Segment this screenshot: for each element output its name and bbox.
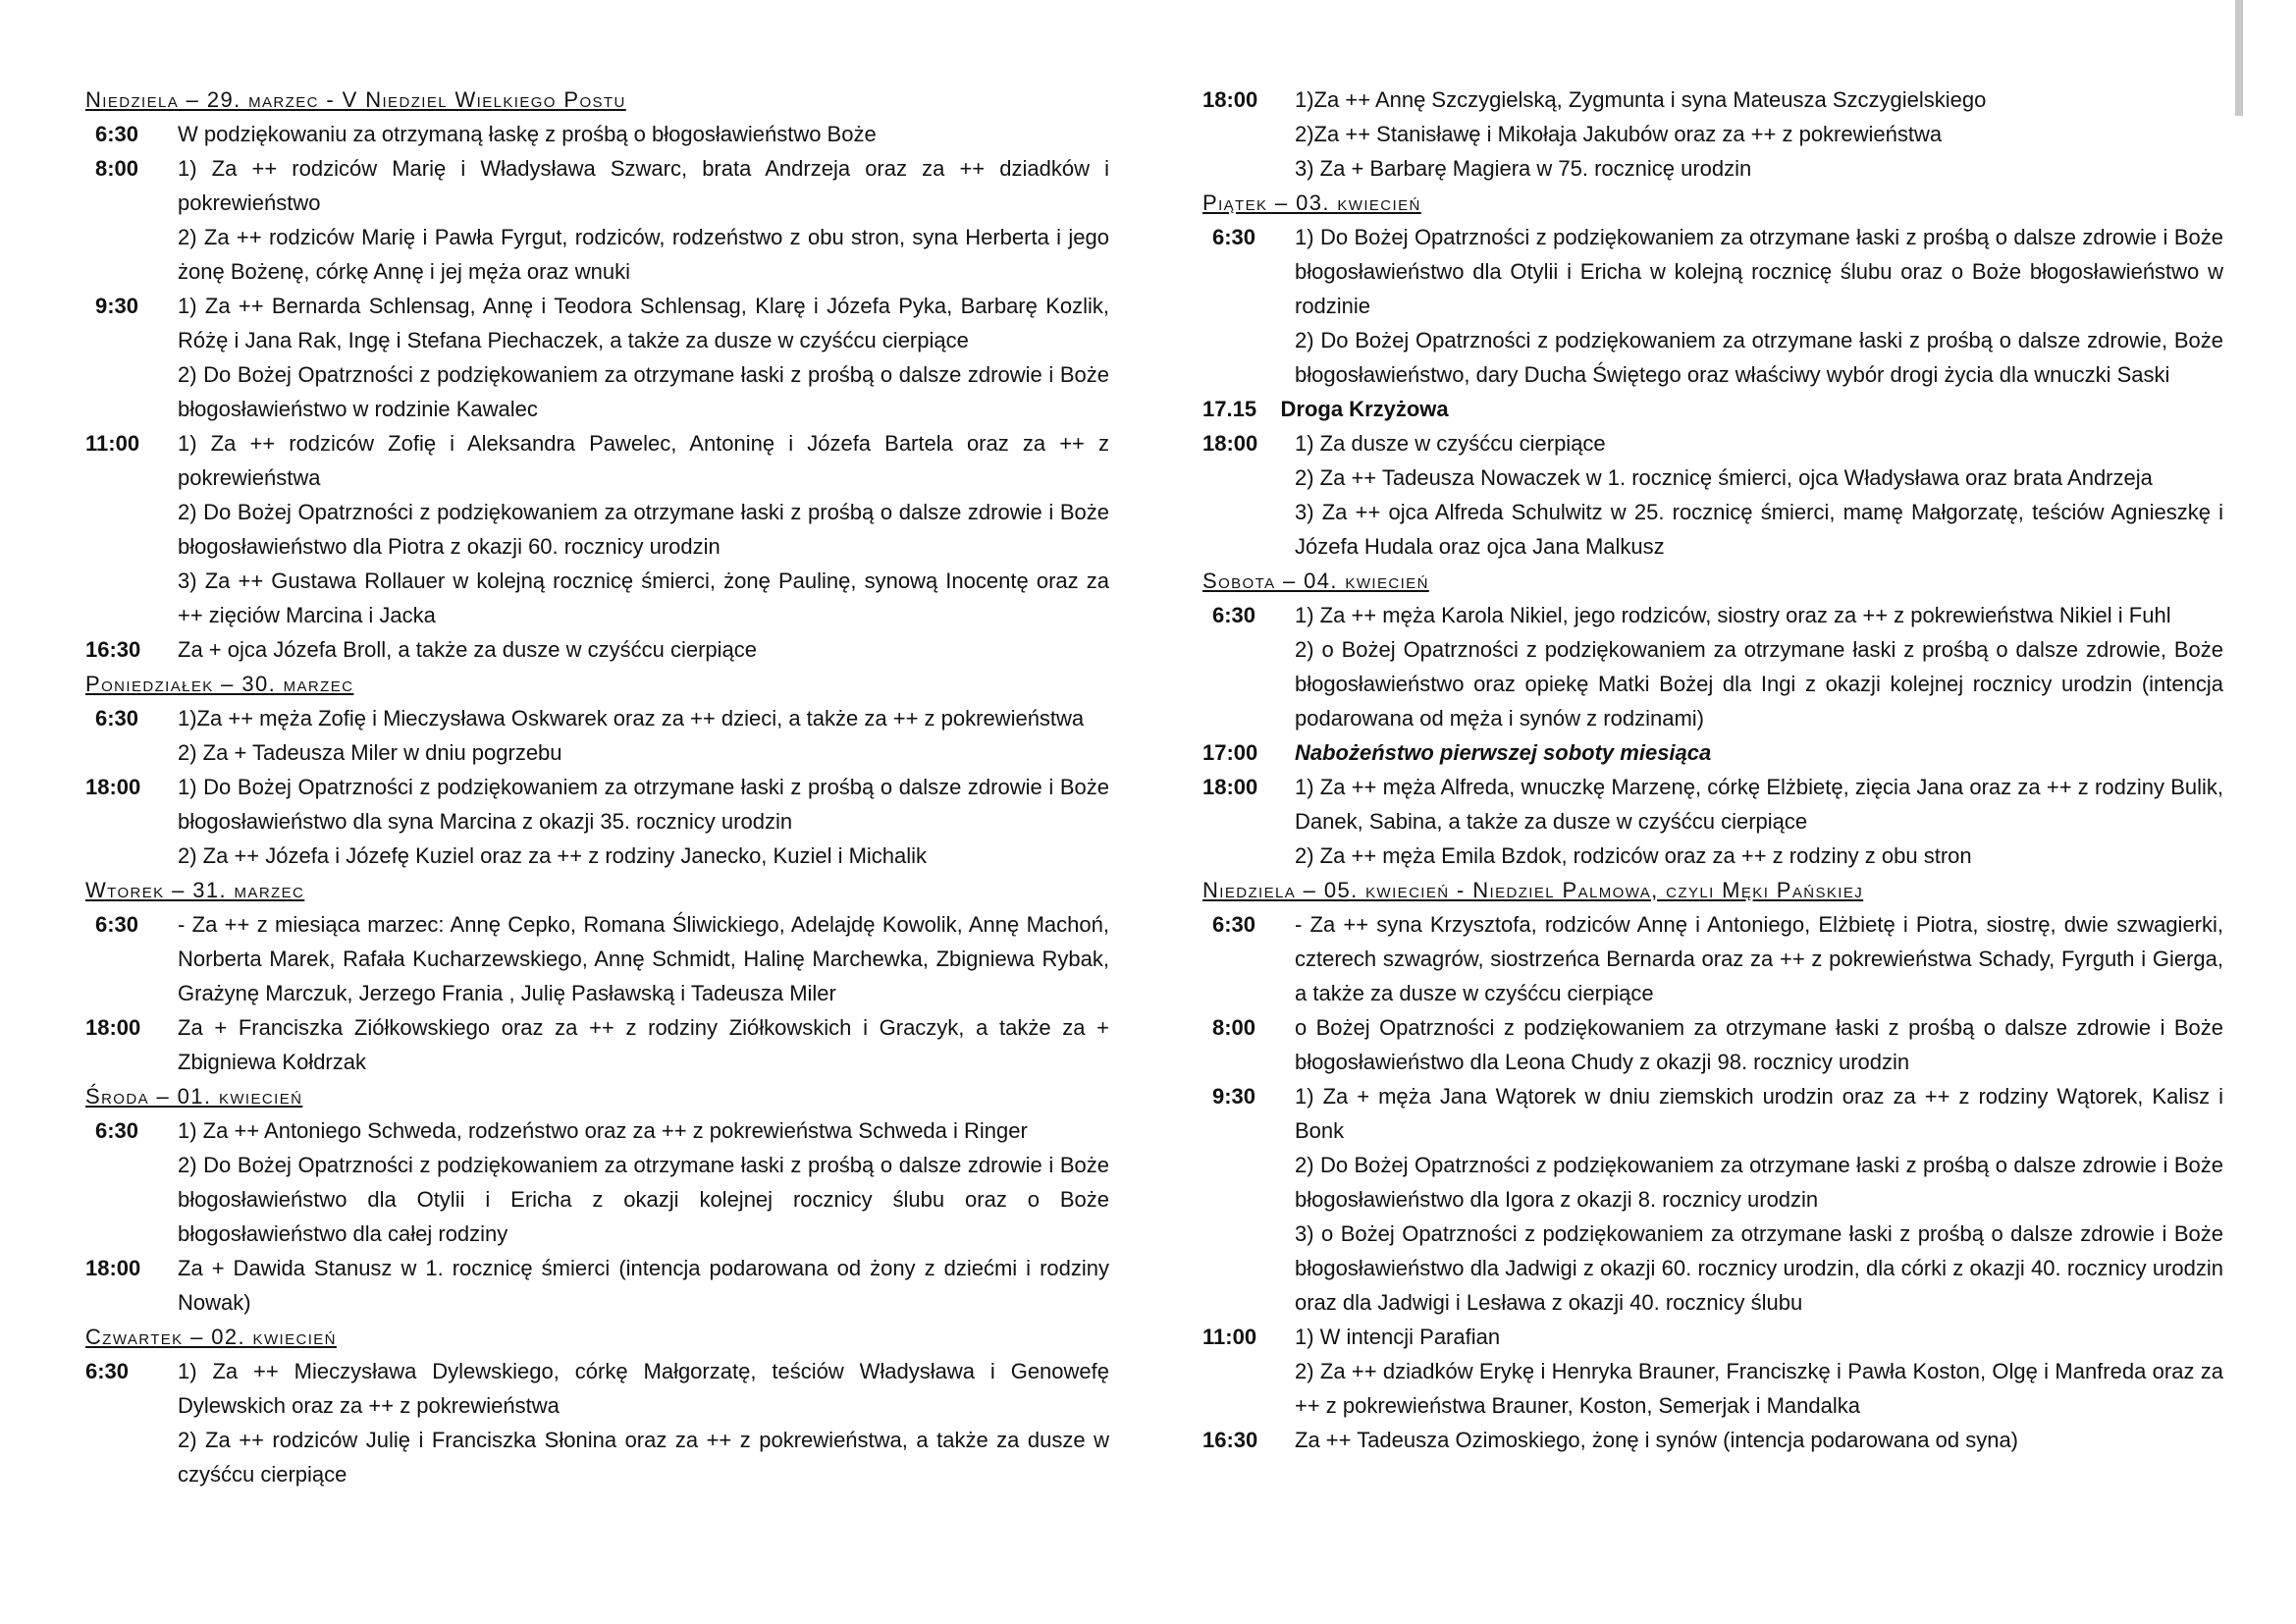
mass-entry (85, 701, 1109, 770)
intention-text: Za + ojca Józefa Broll, a także za dusze w czyśćcu cierpiące (178, 637, 757, 662)
mass-time: 16:30 (85, 637, 141, 662)
mass-entry (1202, 82, 2223, 186)
mass-time: 6:30 (85, 1359, 130, 1383)
intention-text: Za + Franciszka Ziółkowskiego oraz za ++ z rodziny Ziółkowskich i Graczyk, a także za + Zbigniewa Kołdrzak (178, 1015, 1109, 1074)
scrollbar[interactable] (2235, 0, 2243, 116)
intention-text: 1) Do Bożej Opatrzności z podziękowaniem za otrzymane łaski z prośbą o dalsze zdrowie i Boże błogosławieństwo dla syna Marcina z okazji 35. rocznicy urodzin (178, 775, 1109, 834)
mass-entry (1202, 1010, 2223, 1079)
intention-text: 1) W intencji Parafian (1295, 1325, 1501, 1349)
mass-entry (85, 151, 1109, 289)
mass-entry (85, 1251, 1109, 1320)
intention-text: 1) Za + męża Jana Wątorek w dniu ziemskich urodzin oraz za ++ z rodziny Wątorek, Kalisz i Bonk (1295, 1084, 2223, 1143)
mass-time: 18:00 (85, 1256, 141, 1280)
mass-time: 16:30 (1202, 1428, 1258, 1452)
intention-text: 1) Za ++ męża Karola Nikiel, jego rodziców, siostry oraz za ++ z pokrewieństwa Nikiel i Fuhl (1295, 603, 2171, 627)
mass-time: 18:00 (1202, 775, 1258, 799)
intention-text: Za + Dawida Stanusz w 1. rocznicę śmierci (intencja podarowana od żony z dziećmi i rodziny Nowak) (178, 1256, 1109, 1315)
left-column (85, 82, 1109, 1491)
day-heading: Środa – 01. kwiecień (85, 1084, 303, 1109)
intention-text: o Bożej Opatrzności z podziękowaniem za otrzymane łaski z prośbą o dalsze zdrowie i Boże błogosławieństwo dla Leona Chudy z okazji 98. rocznicy urodzin (1295, 1015, 2223, 1074)
day-heading: Poniedziałek – 30. marzec (85, 672, 354, 696)
intention-text: 3) Za + Barbarę Magiera w 75. rocznicę urodzin (1295, 156, 1752, 181)
intention-text: 1) Za ++ Bernarda Schlensag, Annę i Teodora Schlensag, Klarę i Józefa Pyka, Barbarę Kozlik, Różę i Jana Rak, Ingę i Stefana Piechaczek, a także za dusze w czyśćcu cierpiące (178, 294, 1109, 352)
intention-text: 1) Za ++ rodziców Marię i Władysława Szwarc, brata Andrzeja oraz za ++ dziadków i pokrewieństwo (178, 156, 1109, 215)
day-heading: Sobota – 04. kwiecień (1202, 568, 1429, 593)
mass-entry (1202, 1079, 2223, 1320)
intention-text: 2) Do Bożej Opatrzności z podziękowaniem za otrzymane łaski z prośbą o dalsze zdrowie i Boże błogosławieństwo dla Piotra z okazji 60. rocznicy urodzin (178, 500, 1109, 559)
mass-time: 6:30 (95, 1118, 139, 1143)
intention-text: - Za ++ syna Krzysztofa, rodziców Annę i Antoniego, Elżbietę i Piotra, siostrę, dwie szwagierki, czterech szwagrów, siostrzeńca Bernarda oraz za ++ z pokrewieństwa Schady, Fyrguth i Gierga, a także za dusze w czyśćcu cierpiące (1295, 912, 2223, 1005)
mass-entry (1202, 1423, 2223, 1457)
mass-entry (85, 1010, 1109, 1079)
intention-text: 2) Za ++ rodziców Marię i Pawła Fyrgut, rodziców, rodzeństwo z obu stron, syna Herberta i jego żonę Bożenę, córkę Annę i jej męża oraz wnuki (178, 225, 1109, 284)
intention-text: W podziękowaniu za otrzymaną łaskę z prośbą o błogosławieństwo Boże (178, 122, 877, 146)
day-heading: Wtorek – 31. marzec (85, 878, 305, 902)
intention-text: 3) Za ++ Gustawa Rollauer w kolejną rocznicę śmierci, żonę Paulinę, synową Inocentę oraz za ++ zięciów Marcina i Jacka (178, 568, 1109, 627)
mass-entry (85, 117, 1109, 151)
intention-text: 3) o Bożej Opatrzności z podziękowaniem za otrzymane łaski z prośbą o dalsze zdrowie i Boże błogosławieństwo dla Jadwigi z okazji 60. rocznicy urodzin, dla córki z okazji 40. rocznicy urodzin oraz dla Jadwigi i Lesława z okazji 40. rocznicy ślubu (1295, 1221, 2223, 1315)
intention-text: 2) Za ++ Józefa i Józefę Kuziel oraz za ++ z rodziny Janecko, Kuziel i Michalik (178, 843, 928, 868)
mass-time: 18:00 (1202, 431, 1258, 456)
mass-time: 9:30 (95, 294, 139, 318)
intention-text: 2) Do Bożej Opatrzności z podziękowaniem za otrzymane łaski z prośbą o dalsze zdrowie i Boże błogosławieństwo dla Otylii i Ericha z okazji kolejnej rocznicy ślubu oraz o Boże błogosławieństwo dla całej rodziny (178, 1153, 1109, 1246)
mass-entry (1202, 770, 2223, 873)
mass-entry (85, 289, 1109, 426)
intention-text: 1)Za ++ Annę Szczygielską, Zygmunta i syna Mateusza Szczygielskiego (1295, 87, 1987, 112)
intention-text: 2) Do Bożej Opatrzności z podziękowaniem za otrzymane łaski z prośbą o dalsze zdrowie i Boże błogosławieństwo dla Igora z okazji 8. rocznicy urodzin (1295, 1153, 2223, 1212)
mass-entry (85, 426, 1109, 632)
intention-text: 3) Za ++ ojca Alfreda Schulwitz w 25. rocznicę śmierci, mamę Małgorzatę, teściów Agnieszkę i Józefa Hudala oraz ojca Jana Malkusz (1295, 500, 2223, 559)
mass-entry (1202, 907, 2223, 1010)
mass-time: 8:00 (1212, 1015, 1256, 1040)
mass-time: 6:30 (1212, 225, 1256, 249)
intention-text: 1) Za ++ Antoniego Schweda, rodzeństwo oraz za ++ z pokrewieństwa Schweda i Ringer (178, 1118, 1028, 1143)
mass-time: 6:30 (1212, 603, 1256, 627)
day-heading: Niedziela – 29. marzec - V Niedziel Wielkiego Postu (85, 87, 626, 112)
mass-time: 8:00 (95, 156, 139, 181)
mass-entry (1202, 426, 2223, 564)
mass-time: 18:00 (85, 775, 141, 799)
mass-time: 6:30 (95, 706, 139, 731)
mass-entry (1202, 1320, 2223, 1423)
day-heading: Piątek – 03. kwiecień (1202, 190, 1421, 215)
intention-text: 2) Za ++ Tadeusza Nowaczek w 1. rocznicę śmierci, ojca Władysława oraz brata Andrzeja (1295, 465, 2153, 490)
intention-text: 2) o Bożej Opatrzności z podziękowaniem za otrzymane łaski z prośbą o dalsze zdrowie, Boże błogosławieństwo oraz opiekę Matki Bożej dla Ingi z okazji kolejnej rocznicy urodzin (intencja podarowana od męża i synów z rodzinami) (1295, 637, 2223, 731)
mass-time: 6:30 (95, 122, 139, 146)
intention-text: 2) Za ++ rodziców Julię i Franciszka Słonina oraz za ++ z pokrewieństwa, a także za dusze w czyśćcu cierpiące (178, 1428, 1109, 1487)
special-service: 17.15 Droga Krzyżowa (1202, 397, 1449, 421)
intention-text: 2) Do Bożej Opatrzności z podziękowaniem za otrzymane łaski z prośbą o dalsze zdrowie i Boże błogosławieństwo w rodzinie Kawalec (178, 362, 1109, 421)
intention-text: 1) Za dusze w czyśćcu cierpiące (1295, 431, 1606, 456)
mass-entry (85, 770, 1109, 873)
mass-entry (85, 1113, 1109, 1251)
right-column (1202, 82, 2223, 1457)
mass-time: 18:00 (1202, 87, 1258, 112)
mass-time: 6:30 (1212, 912, 1256, 937)
mass-entry (85, 907, 1109, 1010)
mass-time: 11:00 (85, 431, 140, 456)
mass-entry (1202, 735, 2223, 770)
mass-time: 11:00 (1202, 1325, 1257, 1349)
intention-text: 2) Za ++ dziadków Erykę i Henryka Brauner, Franciszkę i Pawła Koston, Olgę i Manfreda oraz za ++ z pokrewieństwa Brauner, Koston, Semerjak i Mandalka (1295, 1359, 2223, 1418)
intention-text: 2)Za ++ Stanisławę i Mikołaja Jakubów oraz za ++ z pokrewieństwa (1295, 122, 1943, 146)
mass-time: 9:30 (1212, 1084, 1256, 1109)
intention-text: Nabożeństwo pierwszej soboty miesiąca (1295, 740, 1712, 765)
intention-text: Za ++ Tadeusza Ozimoskiego, żonę i synów (intencja podarowana od syna) (1295, 1428, 2019, 1452)
mass-time: 6:30 (95, 912, 139, 937)
intention-text: 1) Do Bożej Opatrzności z podziękowaniem za otrzymane łaski z prośbą o dalsze zdrowie i Boże błogosławieństwo dla Otylii i Ericha w kolejną rocznicę ślubu oraz o Boże błogosławieństwo w rodzinie (1295, 225, 2223, 318)
intention-text: 1) Za ++ męża Alfreda, wnuczkę Marzenę, córkę Elżbietę, zięcia Jana oraz za ++ z rodziny Bulik, Danek, Sabina, a także za dusze w czyśćcu cierpiące (1295, 775, 2223, 834)
intention-text: 1) Za ++ Mieczysława Dylewskiego, córkę Małgorzatę, teściów Władysława i Genowefę Dylewskich oraz za ++ z pokrewieństwa (178, 1359, 1109, 1418)
mass-time: 18:00 (85, 1015, 141, 1040)
mass-entry (1202, 220, 2223, 392)
day-heading: Czwartek – 02. kwiecień (85, 1325, 337, 1349)
mass-time: 17:00 (1202, 740, 1258, 765)
intention-text: 2) Za + Tadeusza Miler w dniu pogrzebu (178, 740, 562, 765)
intention-text: 2) Za ++ męża Emila Bzdok, rodziców oraz za ++ z rodziny z obu stron (1295, 843, 1972, 868)
mass-entry (85, 1354, 1109, 1491)
intention-text: 1)Za ++ męża Zofię i Mieczysława Oskwarek oraz za ++ dzieci, a także za ++ z pokrewieństwa (178, 706, 1085, 731)
day-heading: Niedziela – 05. kwiecień - Niedziel Palmowa, czyli Męki Pańskiej (1202, 878, 1864, 902)
mass-entry (85, 632, 1109, 667)
intention-text: - Za ++ z miesiąca marzec: Annę Cepko, Romana Śliwickiego, Adelajdę Kowolik, Annę Machoń, Norberta Marek, Rafała Kucharzewskiego, Annę Schmidt, Halinę Marchewka, Zbigniewa Rybak, Grażynę Marczuk, Jerzego Frania , Julię Pasławską i Tadeusza Miler (178, 912, 1109, 1005)
mass-entry (1202, 598, 2223, 735)
intention-text: 2) Do Bożej Opatrzności z podziękowaniem za otrzymane łaski z prośbą o dalsze zdrowie, Boże błogosławieństwo, dary Ducha Świętego oraz właściwy wybór drogi życia dla wnuczki Saski (1295, 328, 2223, 387)
intention-text: 1) Za ++ rodziców Zofię i Aleksandra Pawelec, Antoninę i Józefa Bartela oraz za ++ z pokrewieństwa (178, 431, 1109, 490)
